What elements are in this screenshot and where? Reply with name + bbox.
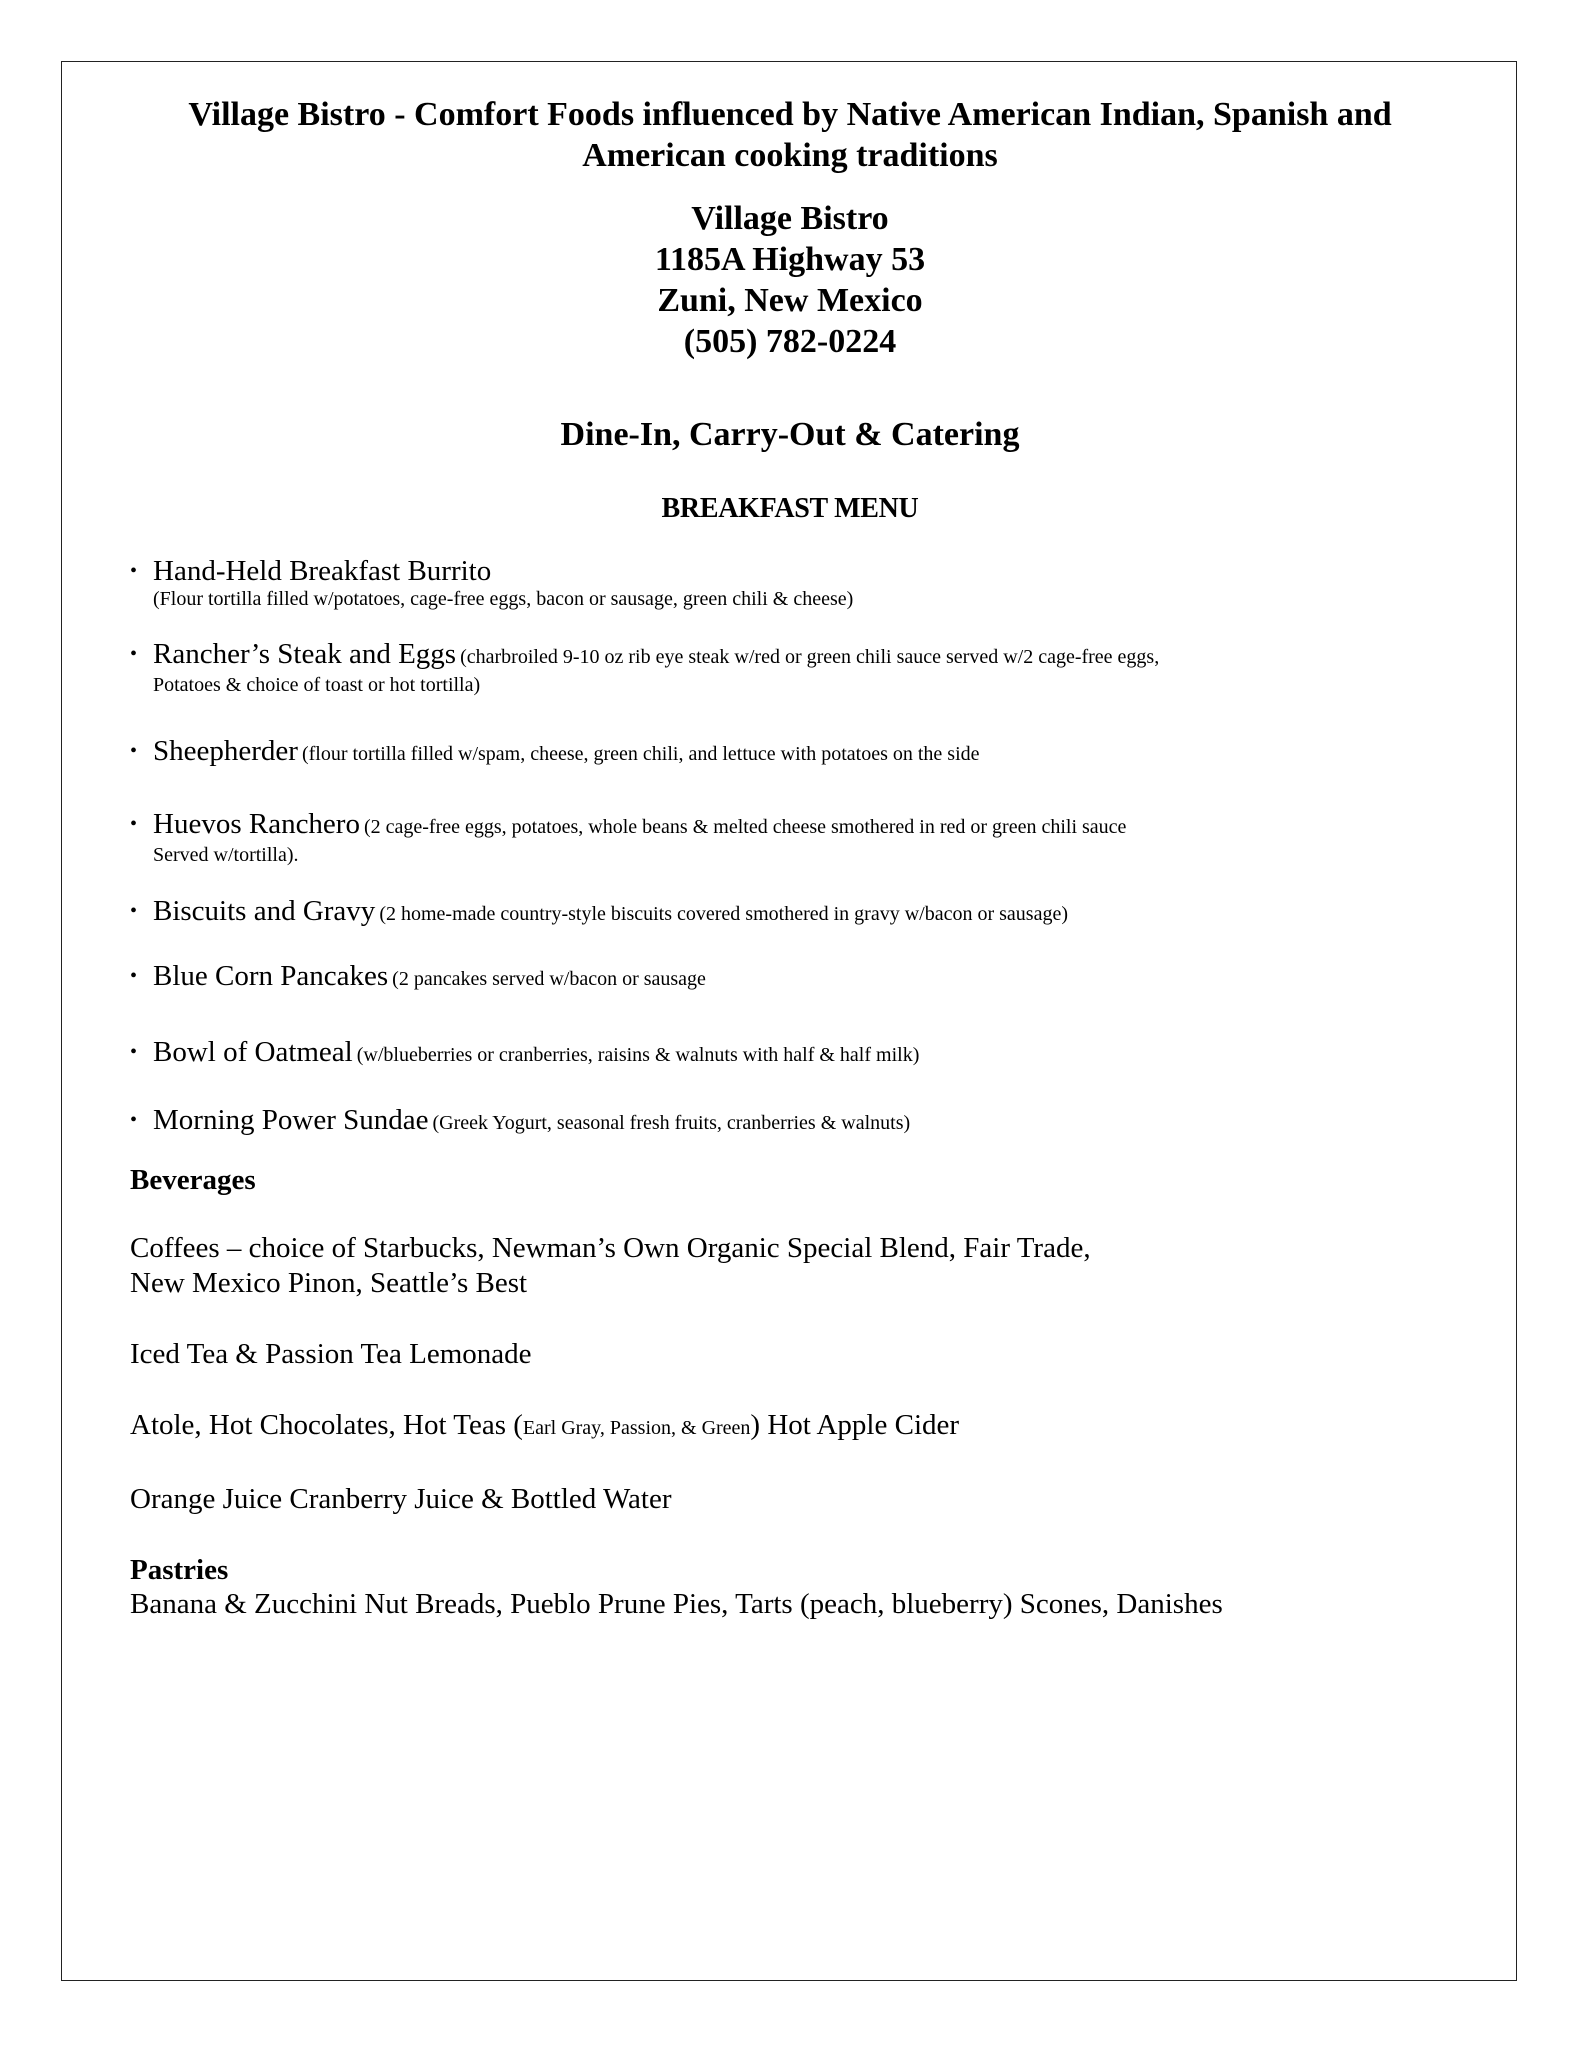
- item-description: (charbroiled 9-10 oz rib eye steak w/red or green chili sauce served w/2 cage-free eggs,: [460, 646, 1160, 668]
- item-name: Morning Power Sundae: [153, 1104, 429, 1136]
- breakfast-menu-title: BREAKFAST MENU: [661, 493, 919, 524]
- list-item: [130, 1105, 1450, 1138]
- list-item: [130, 736, 1450, 769]
- coffees-text-cont: New Mexico Pinon, Seattle’s Best: [130, 1267, 528, 1299]
- restaurant-name: Village Bistro: [691, 200, 889, 237]
- juices-line: Orange Juice Cranberry Juice & Bottled Water: [130, 1483, 672, 1515]
- beverages-heading: Beverages: [130, 1164, 256, 1196]
- hot-drinks-text: Atole, Hot Chocolates, Hot Teas (: [130, 1409, 523, 1441]
- item-description: (flour tortilla filled w/spam, cheese, green chili, and lettuce with potatoes on the side: [301, 743, 980, 765]
- bullet-icon: •: [130, 560, 138, 582]
- bullet-icon: •: [130, 900, 138, 922]
- item-description: (2 home-made country-style biscuits covered smothered in gravy w/bacon or sausage): [379, 903, 1068, 925]
- bullet-icon: •: [130, 1041, 138, 1063]
- item-name: Rancher’s Steak and Eggs: [153, 638, 457, 670]
- item-name: Bowl of Oatmeal: [153, 1036, 353, 1068]
- item-name: Hand-Held Breakfast Burrito: [153, 555, 492, 587]
- item-name: Sheepherder: [153, 735, 298, 767]
- breakfast-items: [130, 556, 1450, 1138]
- street-address: 1185A Highway 53: [654, 241, 926, 278]
- iced-tea-line: Iced Tea & Passion Tea Lemonade: [130, 1338, 532, 1370]
- phone-number: (505) 782-0224: [683, 323, 897, 360]
- list-item: [130, 961, 1450, 994]
- bullet-icon: •: [130, 965, 138, 987]
- item-name: Blue Corn Pancakes: [153, 960, 389, 992]
- services-line: Dine-In, Carry-Out & Catering: [560, 416, 1020, 453]
- pastries-heading: Pastries: [130, 1554, 229, 1586]
- list-item: [130, 556, 1450, 612]
- list-item: [130, 896, 1450, 929]
- list-item: [130, 809, 1450, 868]
- coffees-text: Coffees – choice of Starbucks, Newman’s Own Organic Special Blend, Fair Trade,: [130, 1232, 1091, 1264]
- list-item: [130, 639, 1450, 698]
- hot-drinks-text-cont: ) Hot Apple Cider: [750, 1409, 960, 1441]
- list-item: [130, 1037, 1450, 1070]
- bullet-icon: •: [130, 740, 138, 762]
- address-block: [130, 198, 1450, 362]
- coffees-line: [130, 1231, 1450, 1301]
- pastries-list: Banana & Zucchini Nut Breads, Pueblo Prune Pies, Tarts (peach, blueberry) Scones, Danishes: [130, 1588, 1223, 1620]
- item-description-cont: Served w/tortilla).: [153, 844, 299, 866]
- tea-varieties: Earl Gray, Passion, & Green: [522, 1417, 751, 1439]
- item-description-cont: Potatoes & choice of toast or hot tortilla): [153, 674, 481, 696]
- item-description: (2 cage-free eggs, potatoes, whole beans & melted cheese smothered in red or green chili sauce: [363, 816, 1127, 838]
- item-name: Huevos Ranchero: [153, 808, 360, 840]
- item-description: (2 pancakes served w/bacon or sausage: [392, 968, 706, 990]
- item-description: (w/blueberries or cranberries, raisins & walnuts with half & half milk): [356, 1044, 920, 1066]
- menu-document: [130, 94, 1450, 1622]
- hot-drinks-line: [130, 1408, 1450, 1446]
- bullet-icon: •: [130, 813, 138, 835]
- tagline: Village Bistro - Comfort Foods influenced by Native American Indian, Spanish and American cooking traditions: [188, 96, 1392, 174]
- city-state: Zuni, New Mexico: [657, 282, 923, 319]
- bullet-icon: •: [130, 1109, 138, 1131]
- bullet-icon: •: [130, 643, 138, 665]
- item-description: (Greek Yogurt, seasonal fresh fruits, cranberries & walnuts): [432, 1112, 911, 1134]
- item-description: (Flour tortilla filled w/potatoes, cage-free eggs, bacon or sausage, green chili & cheese): [153, 588, 854, 610]
- item-name: Biscuits and Gravy: [153, 895, 376, 927]
